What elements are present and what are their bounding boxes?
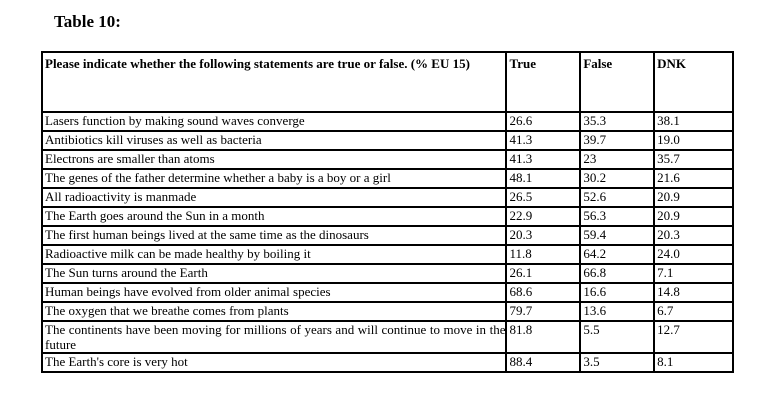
dnk-cell: 19.0 bbox=[654, 131, 733, 150]
statement-cell: The continents have been moving for millions of years and will continue to move in the future bbox=[42, 321, 506, 353]
true-cell: 88.4 bbox=[506, 353, 580, 372]
dnk-cell: 20.9 bbox=[654, 207, 733, 226]
table-row bbox=[42, 283, 733, 302]
statement-cell: The Earth's core is very hot bbox=[42, 353, 506, 372]
table-row bbox=[42, 321, 733, 353]
false-cell: 64.2 bbox=[580, 245, 654, 264]
false-cell: 3.5 bbox=[580, 353, 654, 372]
false-cell: 23 bbox=[580, 150, 654, 169]
header-dnk: DNK bbox=[654, 52, 733, 112]
statement-cell: The Sun turns around the Earth bbox=[42, 264, 506, 283]
false-cell: 52.6 bbox=[580, 188, 654, 207]
dnk-cell: 6.7 bbox=[654, 302, 733, 321]
header-statement: Please indicate whether the following statements are true or false. (% EU 15) bbox=[42, 52, 506, 112]
statement-cell: Radioactive milk can be made healthy by boiling it bbox=[42, 245, 506, 264]
table-row bbox=[42, 353, 733, 372]
false-cell: 39.7 bbox=[580, 131, 654, 150]
header-false: False bbox=[580, 52, 654, 112]
false-cell: 59.4 bbox=[580, 226, 654, 245]
true-cell: 48.1 bbox=[506, 169, 580, 188]
statement-cell: The genes of the father determine whether a baby is a boy or a girl bbox=[42, 169, 506, 188]
true-cell: 41.3 bbox=[506, 131, 580, 150]
dnk-cell: 8.1 bbox=[654, 353, 733, 372]
true-cell: 68.6 bbox=[506, 283, 580, 302]
false-cell: 5.5 bbox=[580, 321, 654, 353]
true-cell: 11.8 bbox=[506, 245, 580, 264]
table-row bbox=[42, 188, 733, 207]
false-cell: 56.3 bbox=[580, 207, 654, 226]
false-cell: 66.8 bbox=[580, 264, 654, 283]
true-cell: 20.3 bbox=[506, 226, 580, 245]
dnk-cell: 24.0 bbox=[654, 245, 733, 264]
dnk-cell: 38.1 bbox=[654, 112, 733, 131]
true-cell: 26.5 bbox=[506, 188, 580, 207]
table-row bbox=[42, 131, 733, 150]
true-cell: 79.7 bbox=[506, 302, 580, 321]
table-row bbox=[42, 264, 733, 283]
false-cell: 16.6 bbox=[580, 283, 654, 302]
table-row bbox=[42, 169, 733, 188]
dnk-cell: 21.6 bbox=[654, 169, 733, 188]
statement-cell: Antibiotics kill viruses as well as bacteria bbox=[42, 131, 506, 150]
false-cell: 13.6 bbox=[580, 302, 654, 321]
header-row bbox=[42, 52, 733, 112]
true-cell: 81.8 bbox=[506, 321, 580, 353]
statement-cell: All radioactivity is manmade bbox=[42, 188, 506, 207]
table-body bbox=[42, 112, 733, 372]
statement-cell: The first human beings lived at the same time as the dinosaurs bbox=[42, 226, 506, 245]
statement-cell: Electrons are smaller than atoms bbox=[42, 150, 506, 169]
survey-table bbox=[41, 51, 734, 373]
table-row bbox=[42, 245, 733, 264]
table-caption: Table 10: bbox=[54, 12, 121, 31]
dnk-cell: 20.3 bbox=[654, 226, 733, 245]
dnk-cell: 14.8 bbox=[654, 283, 733, 302]
dnk-cell: 7.1 bbox=[654, 264, 733, 283]
statement-cell: Human beings have evolved from older animal species bbox=[42, 283, 506, 302]
false-cell: 35.3 bbox=[580, 112, 654, 131]
dnk-cell: 20.9 bbox=[654, 188, 733, 207]
header-true: True bbox=[506, 52, 580, 112]
dnk-cell: 35.7 bbox=[654, 150, 733, 169]
dnk-cell: 12.7 bbox=[654, 321, 733, 353]
false-cell: 30.2 bbox=[580, 169, 654, 188]
statement-cell: Lasers function by making sound waves converge bbox=[42, 112, 506, 131]
table-row bbox=[42, 112, 733, 131]
true-cell: 26.1 bbox=[506, 264, 580, 283]
table-row bbox=[42, 150, 733, 169]
true-cell: 41.3 bbox=[506, 150, 580, 169]
statement-cell: The Earth goes around the Sun in a month bbox=[42, 207, 506, 226]
statement-cell: The oxygen that we breathe comes from plants bbox=[42, 302, 506, 321]
table-row bbox=[42, 302, 733, 321]
table-row bbox=[42, 226, 733, 245]
table-row bbox=[42, 207, 733, 226]
true-cell: 22.9 bbox=[506, 207, 580, 226]
true-cell: 26.6 bbox=[506, 112, 580, 131]
